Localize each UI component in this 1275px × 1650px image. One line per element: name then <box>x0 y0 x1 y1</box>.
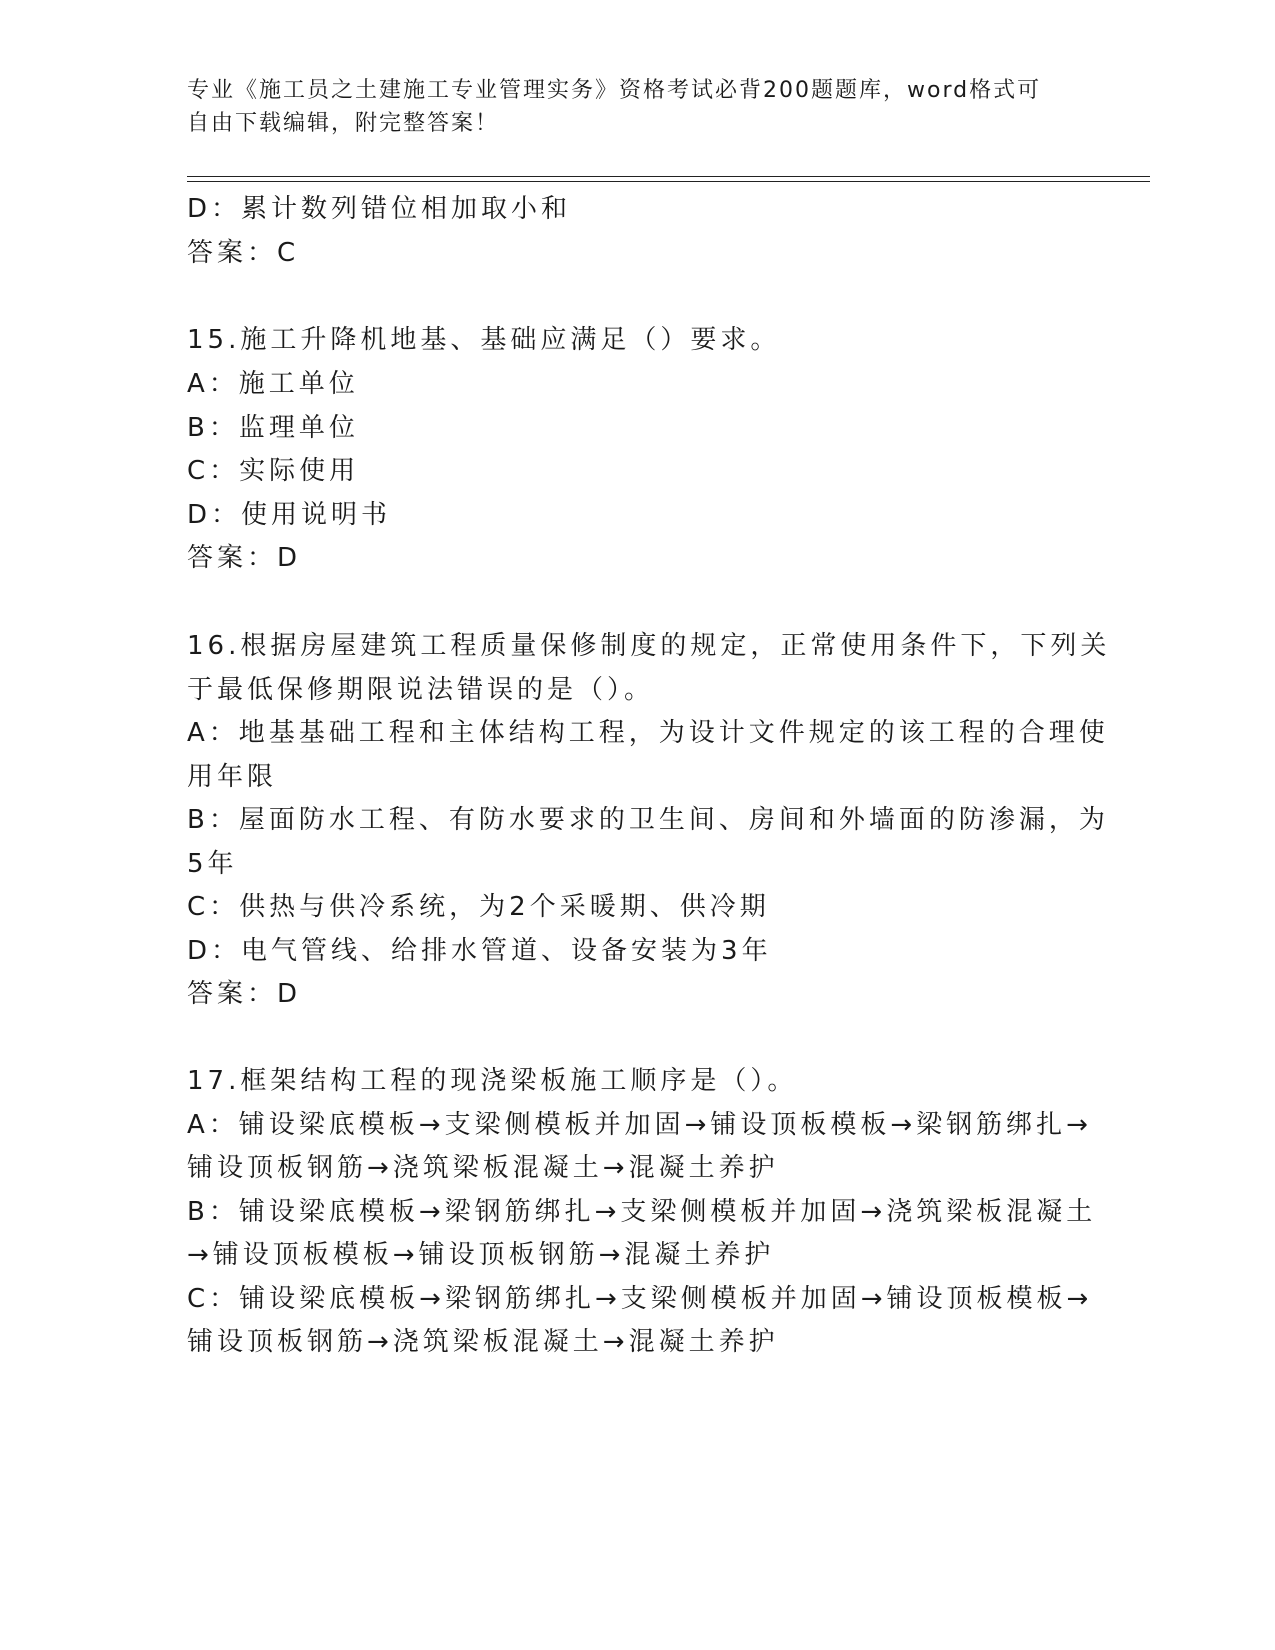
q16-stem-line-1: 16.根据房屋建筑工程质量保修制度的规定，正常使用条件下，下列关 <box>187 631 1111 661</box>
q17-option-a-line-1: A：铺设梁底模板→支梁侧模板并加固→铺设顶板模板→梁钢筋绑扎→ <box>187 1110 1092 1140</box>
header-line-2: 自由下载编辑，附完整答案！ <box>187 111 500 136</box>
q15-answer: 答案：D <box>187 543 302 573</box>
page-header <box>187 74 1067 140</box>
q16-stem-line-2: 于最低保修期限说法错误的是（）。 <box>187 675 655 705</box>
q15-stem: 15.施工升降机地基、基础应满足（）要求。 <box>187 325 781 355</box>
q17-option-b-line-1: B：铺设梁底模板→梁钢筋绑扎→支梁侧模板并加固→浇筑梁板混凝土 <box>187 1197 1097 1227</box>
q16-option-a-line-2: 用年限 <box>187 762 278 792</box>
q17-option-c-line-1: C：铺设梁底模板→梁钢筋绑扎→支梁侧模板并加固→铺设顶板模板→ <box>187 1284 1093 1314</box>
header-divider-bottom <box>187 181 1150 182</box>
prev-answer: 答案：C <box>187 238 300 268</box>
header-divider-top <box>187 176 1150 177</box>
q16-answer: 答案：D <box>187 979 302 1009</box>
q17-option-b-line-2: →铺设顶板模板→铺设顶板钢筋→混凝土养护 <box>187 1240 775 1270</box>
q17-option-a-line-2: 铺设顶板钢筋→浇筑梁板混凝土→混凝土养护 <box>187 1153 779 1183</box>
q17-stem: 17.框架结构工程的现浇梁板施工顺序是（）。 <box>187 1066 798 1096</box>
q16-option-b-line-1: B：屋面防水工程、有防水要求的卫生间、房间和外墙面的防渗漏，为 <box>187 805 1109 835</box>
q15-option-c: C：实际使用 <box>187 456 360 486</box>
q15-option-d: D：使用说明书 <box>187 500 392 530</box>
q16-option-b-line-2: 5年 <box>187 849 238 879</box>
prev-option-d: D：累计数列错位相加取小和 <box>187 194 572 224</box>
header-line-1: 专业《施工员之土建施工专业管理实务》资格考试必背200题题库，word格式可 <box>187 78 1042 103</box>
q16-option-a-line-1: A：地基基础工程和主体结构工程，为设计文件规定的该工程的合理使 <box>187 718 1109 748</box>
q17-option-c-line-2: 铺设顶板钢筋→浇筑梁板混凝土→混凝土养护 <box>187 1327 779 1357</box>
q15-option-b: B：监理单位 <box>187 413 359 443</box>
q16-option-c: C：供热与供冷系统，为2个采暖期、供冷期 <box>187 892 770 922</box>
q16-option-d: D：电气管线、给排水管道、设备安装为3年 <box>187 936 772 966</box>
q15-option-a: A：施工单位 <box>187 369 359 399</box>
